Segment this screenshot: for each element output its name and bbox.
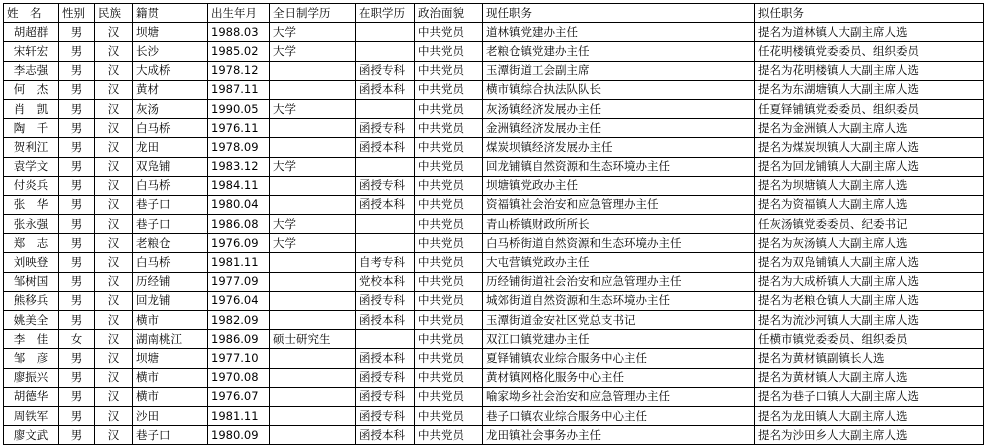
cell-political-status: 中共党员 — [415, 234, 483, 253]
header-gender: 性别 — [59, 4, 95, 23]
cell-inservice-education — [356, 330, 415, 349]
cell-political-status: 中共党员 — [415, 291, 483, 310]
cell-gender: 男 — [59, 311, 95, 330]
cell-proposed-position: 提名为回龙铺镇人大副主席人选 — [755, 157, 984, 176]
cell-gender: 男 — [59, 406, 95, 425]
cell-current-position: 资福镇社会治安和应急管理办主任 — [483, 195, 755, 214]
cell-political-status: 中共党员 — [415, 176, 483, 195]
cell-political-status: 中共党员 — [415, 42, 483, 61]
cell-native-place: 巷子口 — [133, 195, 208, 214]
cell-native-place: 坝塘 — [133, 23, 208, 42]
cell-name: 邹树国 — [4, 272, 59, 291]
cell-fulltime-education: 大学 — [270, 215, 356, 234]
cell-birth-date: 1976.09 — [208, 234, 270, 253]
cell-political-status: 中共党员 — [415, 311, 483, 330]
cell-current-position: 煤炭坝镇经济发展办主任 — [483, 138, 755, 157]
cell-political-status: 中共党员 — [415, 349, 483, 368]
cell-inservice-education: 函授专科 — [356, 176, 415, 195]
cell-birth-date: 1981.11 — [208, 406, 270, 425]
table-row — [4, 119, 984, 138]
cell-native-place: 横市 — [133, 368, 208, 387]
cell-native-place: 横市 — [133, 311, 208, 330]
cell-inservice-education: 函授专科 — [356, 406, 415, 425]
table-row — [4, 42, 984, 61]
cell-ethnicity: 汉 — [95, 215, 133, 234]
cell-fulltime-education — [270, 387, 356, 406]
cell-proposed-position: 任灰汤镇党委委员、纪委书记 — [755, 215, 984, 234]
cell-native-place: 白马桥 — [133, 119, 208, 138]
cell-fulltime-education: 大学 — [270, 157, 356, 176]
cell-fulltime-education — [270, 311, 356, 330]
cell-ethnicity: 汉 — [95, 426, 133, 445]
cell-birth-date: 1982.09 — [208, 311, 270, 330]
cell-birth-date: 1984.11 — [208, 176, 270, 195]
table-row — [4, 349, 984, 368]
table-row — [4, 234, 984, 253]
cell-name: 宋轩宏 — [4, 42, 59, 61]
cell-ethnicity: 汉 — [95, 23, 133, 42]
header-birth-date: 出生年月 — [208, 4, 270, 23]
cell-proposed-position: 提名为花明楼镇人大副主席人选 — [755, 61, 984, 80]
cell-ethnicity: 汉 — [95, 61, 133, 80]
cell-name: 胡超群 — [4, 23, 59, 42]
cell-inservice-education — [356, 215, 415, 234]
cell-current-position: 白马桥街道自然资源和生态环境办主任 — [483, 234, 755, 253]
cell-native-place: 沙田 — [133, 406, 208, 425]
cell-fulltime-education: 大学 — [270, 42, 356, 61]
cell-birth-date: 1985.02 — [208, 42, 270, 61]
cell-ethnicity: 汉 — [95, 176, 133, 195]
cell-ethnicity: 汉 — [95, 99, 133, 118]
cell-gender: 男 — [59, 272, 95, 291]
table-row — [4, 23, 984, 42]
cell-proposed-position: 任横市镇党委委员、组织委员 — [755, 330, 984, 349]
cell-proposed-position: 提名为金洲镇人大副主席人选 — [755, 119, 984, 138]
cell-birth-date: 1986.09 — [208, 330, 270, 349]
cell-political-status: 中共党员 — [415, 157, 483, 176]
cell-inservice-education: 自考专科 — [356, 253, 415, 272]
table-row — [4, 291, 984, 310]
cell-fulltime-education — [270, 176, 356, 195]
table-row — [4, 387, 984, 406]
cell-gender: 男 — [59, 157, 95, 176]
cell-inservice-education: 函授本科 — [356, 80, 415, 99]
cell-inservice-education — [356, 99, 415, 118]
cell-inservice-education: 函授专科 — [356, 368, 415, 387]
header-current-position: 现任职务 — [483, 4, 755, 23]
cell-native-place: 回龙铺 — [133, 291, 208, 310]
cell-political-status: 中共党员 — [415, 368, 483, 387]
cell-political-status: 中共党员 — [415, 406, 483, 425]
cell-native-place: 长沙 — [133, 42, 208, 61]
cell-inservice-education: 函授专科 — [356, 291, 415, 310]
cell-fulltime-education — [270, 253, 356, 272]
cell-gender: 男 — [59, 349, 95, 368]
cell-name: 郑 志 — [4, 234, 59, 253]
table-row — [4, 406, 984, 425]
cell-current-position: 历经铺街道社会治安和应急管理办主任 — [483, 272, 755, 291]
cell-inservice-education: 函授本科 — [356, 195, 415, 214]
cell-name: 熊移兵 — [4, 291, 59, 310]
cell-gender: 男 — [59, 368, 95, 387]
table-row — [4, 426, 984, 445]
cell-ethnicity: 汉 — [95, 138, 133, 157]
cell-gender: 男 — [59, 387, 95, 406]
cell-political-status: 中共党员 — [415, 99, 483, 118]
cell-ethnicity: 汉 — [95, 406, 133, 425]
cell-ethnicity: 汉 — [95, 311, 133, 330]
cell-birth-date: 1988.03 — [208, 23, 270, 42]
roster-body — [4, 23, 984, 445]
header-row — [4, 4, 984, 23]
cell-proposed-position: 提名为巷子口镇人大副主席人选 — [755, 387, 984, 406]
cell-birth-date: 1983.12 — [208, 157, 270, 176]
cell-ethnicity: 汉 — [95, 387, 133, 406]
cell-fulltime-education — [270, 119, 356, 138]
table-row — [4, 368, 984, 387]
cell-current-position: 横市镇综合执法队队长 — [483, 80, 755, 99]
cell-ethnicity: 汉 — [95, 330, 133, 349]
cell-fulltime-education — [270, 138, 356, 157]
cell-native-place: 老粮仓 — [133, 234, 208, 253]
cell-native-place: 灰汤 — [133, 99, 208, 118]
cell-gender: 男 — [59, 23, 95, 42]
cell-fulltime-education — [270, 426, 356, 445]
cell-proposed-position: 提名为东湖塘镇人大副主席人选 — [755, 80, 984, 99]
cell-political-status: 中共党员 — [415, 61, 483, 80]
cell-gender: 男 — [59, 80, 95, 99]
cell-current-position: 夏铎铺镇农业综合服务中心主任 — [483, 349, 755, 368]
header-name: 姓 名 — [4, 4, 59, 23]
cell-inservice-education: 函授专科 — [356, 387, 415, 406]
cell-name: 张永强 — [4, 215, 59, 234]
cell-birth-date: 1976.11 — [208, 119, 270, 138]
cell-fulltime-education: 大学 — [270, 23, 356, 42]
cell-gender: 男 — [59, 42, 95, 61]
table-row — [4, 61, 984, 80]
cell-political-status: 中共党员 — [415, 387, 483, 406]
cell-birth-date: 1976.04 — [208, 291, 270, 310]
cell-birth-date: 1980.04 — [208, 195, 270, 214]
cell-fulltime-education: 大学 — [270, 234, 356, 253]
cell-proposed-position: 提名为龙田镇人大副主席人选 — [755, 406, 984, 425]
cell-name: 付炎兵 — [4, 176, 59, 195]
cell-political-status: 中共党员 — [415, 253, 483, 272]
cell-political-status: 中共党员 — [415, 272, 483, 291]
cell-ethnicity: 汉 — [95, 42, 133, 61]
cell-gender: 男 — [59, 176, 95, 195]
cell-fulltime-education: 大学 — [270, 99, 356, 118]
cell-birth-date: 1978.09 — [208, 138, 270, 157]
cell-current-position: 金洲镇经济发展办主任 — [483, 119, 755, 138]
cell-birth-date: 1977.10 — [208, 349, 270, 368]
cell-native-place: 大成桥 — [133, 61, 208, 80]
table-row — [4, 330, 984, 349]
cell-inservice-education: 函授本科 — [356, 349, 415, 368]
cell-inservice-education: 函授本科 — [356, 426, 415, 445]
cell-inservice-education: 函授专科 — [356, 119, 415, 138]
cell-gender: 男 — [59, 99, 95, 118]
cell-proposed-position: 提名为大成桥镇人大副主席人选 — [755, 272, 984, 291]
cell-political-status: 中共党员 — [415, 215, 483, 234]
header-proposed-position: 拟任职务 — [755, 4, 984, 23]
cell-name: 贺利江 — [4, 138, 59, 157]
table-row — [4, 80, 984, 99]
cell-native-place: 巷子口 — [133, 215, 208, 234]
cell-fulltime-education — [270, 272, 356, 291]
cell-ethnicity: 汉 — [95, 291, 133, 310]
cell-birth-date: 1986.08 — [208, 215, 270, 234]
cell-name: 刘映登 — [4, 253, 59, 272]
cell-current-position: 灰汤镇经济发展办主任 — [483, 99, 755, 118]
cell-proposed-position: 提名为双凫铺镇人大副主席人选 — [755, 253, 984, 272]
cell-current-position: 双江口镇党建办主任 — [483, 330, 755, 349]
cell-current-position: 黄材镇网格化服务中心主任 — [483, 368, 755, 387]
cell-gender: 男 — [59, 291, 95, 310]
cell-current-position: 玉潭街道工会副主席 — [483, 61, 755, 80]
cell-name: 何 杰 — [4, 80, 59, 99]
cell-name: 廖振兴 — [4, 368, 59, 387]
header-inservice-education: 在职学历 — [356, 4, 415, 23]
cell-birth-date: 1980.09 — [208, 426, 270, 445]
cell-gender: 男 — [59, 138, 95, 157]
cell-fulltime-education — [270, 80, 356, 99]
cell-inservice-education — [356, 234, 415, 253]
cell-current-position: 道林镇党建办主任 — [483, 23, 755, 42]
cell-native-place: 巷子口 — [133, 426, 208, 445]
cell-political-status: 中共党员 — [415, 330, 483, 349]
cell-native-place: 双凫铺 — [133, 157, 208, 176]
header-fulltime-education: 全日制学历 — [270, 4, 356, 23]
cell-proposed-position: 任花明楼镇党委委员、组织委员 — [755, 42, 984, 61]
cell-inservice-education: 函授本科 — [356, 138, 415, 157]
cell-ethnicity: 汉 — [95, 368, 133, 387]
cell-name: 李 佳 — [4, 330, 59, 349]
cell-ethnicity: 汉 — [95, 253, 133, 272]
table-row — [4, 215, 984, 234]
cell-name: 邹 彦 — [4, 349, 59, 368]
table-row — [4, 253, 984, 272]
cell-name: 李志强 — [4, 61, 59, 80]
cell-current-position: 坝塘镇党政办主任 — [483, 176, 755, 195]
cell-proposed-position: 提名为资福镇人大副主席人选 — [755, 195, 984, 214]
cell-ethnicity: 汉 — [95, 119, 133, 138]
cell-name: 胡德华 — [4, 387, 59, 406]
cell-political-status: 中共党员 — [415, 80, 483, 99]
cell-ethnicity: 汉 — [95, 234, 133, 253]
cell-proposed-position: 提名为黄材镇人大副主席人选 — [755, 368, 984, 387]
cell-ethnicity: 汉 — [95, 157, 133, 176]
cell-gender: 男 — [59, 426, 95, 445]
cell-birth-date: 1981.11 — [208, 253, 270, 272]
cell-birth-date: 1976.07 — [208, 387, 270, 406]
cell-proposed-position: 提名为道林镇人大副主席人选 — [755, 23, 984, 42]
cell-ethnicity: 汉 — [95, 272, 133, 291]
cell-name: 袁学文 — [4, 157, 59, 176]
cell-current-position: 玉潭街道金安社区党总支书记 — [483, 311, 755, 330]
table-row — [4, 311, 984, 330]
cell-birth-date: 1978.12 — [208, 61, 270, 80]
cell-ethnicity: 汉 — [95, 349, 133, 368]
candidate-roster-table — [3, 3, 984, 445]
cell-gender: 男 — [59, 195, 95, 214]
cell-native-place: 横市 — [133, 387, 208, 406]
cell-gender: 女 — [59, 330, 95, 349]
cell-current-position: 城郊街道自然资源和生态环境办主任 — [483, 291, 755, 310]
cell-inservice-education — [356, 42, 415, 61]
cell-political-status: 中共党员 — [415, 23, 483, 42]
cell-fulltime-education: 硕士研究生 — [270, 330, 356, 349]
cell-name: 廖文武 — [4, 426, 59, 445]
cell-birth-date: 1987.11 — [208, 80, 270, 99]
cell-political-status: 中共党员 — [415, 138, 483, 157]
cell-proposed-position: 提名为煤炭坝镇人大副主席人选 — [755, 138, 984, 157]
cell-birth-date: 1970.08 — [208, 368, 270, 387]
cell-name: 周铁军 — [4, 406, 59, 425]
cell-proposed-position: 任夏铎铺镇党委委员、组织委员 — [755, 99, 984, 118]
cell-fulltime-education — [270, 61, 356, 80]
cell-name: 陶 千 — [4, 119, 59, 138]
header-native-place: 籍贯 — [133, 4, 208, 23]
header-ethnicity: 民族 — [95, 4, 133, 23]
cell-fulltime-education — [270, 406, 356, 425]
cell-inservice-education: 党校本科 — [356, 272, 415, 291]
cell-native-place: 湖南桃江 — [133, 330, 208, 349]
cell-current-position: 回龙铺镇自然资源和生态环境办主任 — [483, 157, 755, 176]
cell-proposed-position: 提名为黄材镇副镇长人选 — [755, 349, 984, 368]
cell-fulltime-education — [270, 195, 356, 214]
cell-name: 姚美全 — [4, 311, 59, 330]
cell-native-place: 坝塘 — [133, 349, 208, 368]
cell-proposed-position: 提名为流沙河镇人大副主席人选 — [755, 311, 984, 330]
cell-political-status: 中共党员 — [415, 426, 483, 445]
table-row — [4, 99, 984, 118]
header-political-status: 政治面貌 — [415, 4, 483, 23]
cell-native-place: 白马桥 — [133, 176, 208, 195]
cell-proposed-position: 提名为沙田乡人大副主席人选 — [755, 426, 984, 445]
table-row — [4, 272, 984, 291]
cell-fulltime-education — [270, 349, 356, 368]
cell-birth-date: 1990.05 — [208, 99, 270, 118]
cell-inservice-education: 函授专科 — [356, 61, 415, 80]
cell-native-place: 黄材 — [133, 80, 208, 99]
cell-gender: 男 — [59, 234, 95, 253]
cell-birth-date: 1977.09 — [208, 272, 270, 291]
cell-gender: 男 — [59, 215, 95, 234]
roster-table-wrapper — [3, 3, 984, 445]
cell-current-position: 青山桥镇财政所所长 — [483, 215, 755, 234]
cell-fulltime-education — [270, 368, 356, 387]
cell-name: 肖 凯 — [4, 99, 59, 118]
cell-current-position: 龙田镇社会事务办主任 — [483, 426, 755, 445]
cell-proposed-position: 提名为坝塘镇人大副主席人选 — [755, 176, 984, 195]
cell-ethnicity: 汉 — [95, 80, 133, 99]
cell-proposed-position: 提名为灰汤镇人大副主席人选 — [755, 234, 984, 253]
table-row — [4, 195, 984, 214]
cell-current-position: 老粮仓镇党建办主任 — [483, 42, 755, 61]
cell-native-place: 龙田 — [133, 138, 208, 157]
cell-political-status: 中共党员 — [415, 119, 483, 138]
cell-inservice-education: 函授本科 — [356, 311, 415, 330]
cell-gender: 男 — [59, 253, 95, 272]
cell-political-status: 中共党员 — [415, 195, 483, 214]
cell-ethnicity: 汉 — [95, 195, 133, 214]
cell-current-position: 巷子口镇农业综合服务中心主任 — [483, 406, 755, 425]
cell-gender: 男 — [59, 61, 95, 80]
cell-inservice-education — [356, 157, 415, 176]
cell-current-position: 大屯营镇党政办主任 — [483, 253, 755, 272]
cell-current-position: 喻家坳乡社会治安和应急管理办主任 — [483, 387, 755, 406]
cell-gender: 男 — [59, 119, 95, 138]
table-row — [4, 157, 984, 176]
cell-inservice-education — [356, 23, 415, 42]
cell-name: 张 华 — [4, 195, 59, 214]
cell-native-place: 白马桥 — [133, 253, 208, 272]
table-row — [4, 176, 984, 195]
cell-proposed-position: 提名为老粮仓镇人大副主席人选 — [755, 291, 984, 310]
cell-fulltime-education — [270, 291, 356, 310]
table-row — [4, 138, 984, 157]
cell-native-place: 历经铺 — [133, 272, 208, 291]
